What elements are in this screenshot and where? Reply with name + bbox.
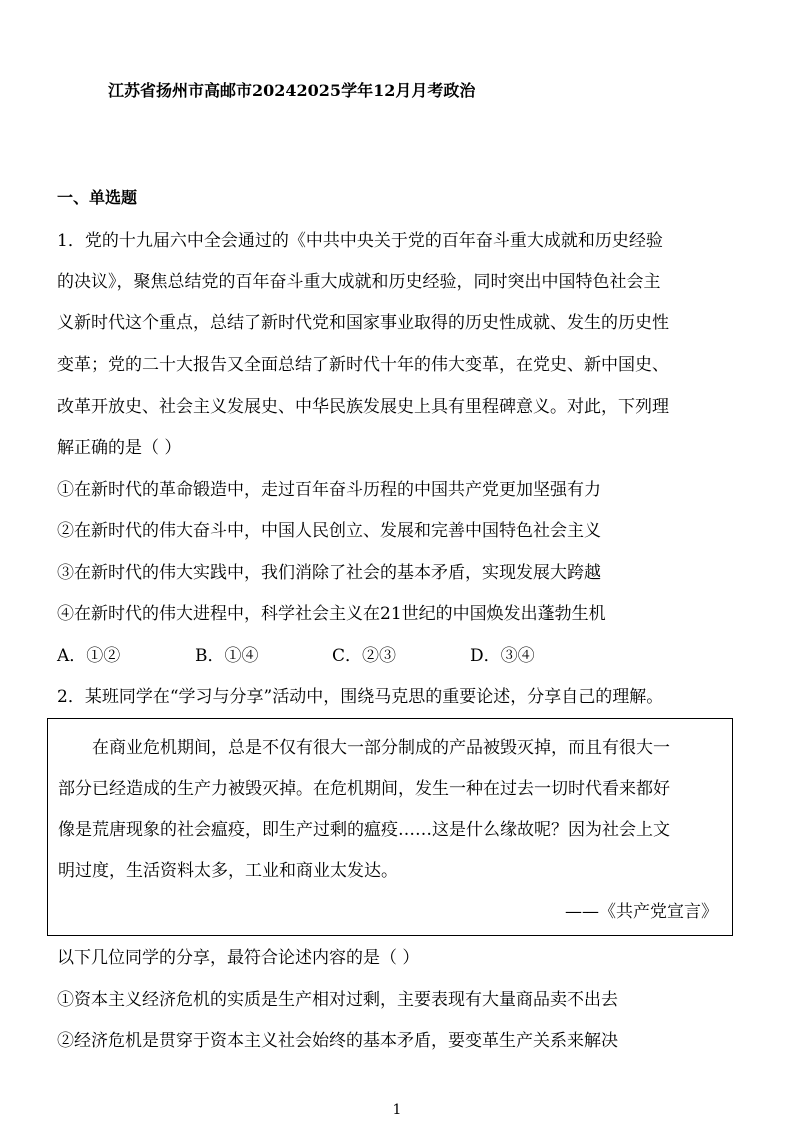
q1-line: 解正确的是（ ） [57,438,182,458]
quote-line: 部分已经造成的生产力被毁灭掉。在危机期间，发生一种在过去一切时代看来都好 [58,779,670,799]
q1-statement: ④在新时代的伟大进程中，科学社会主义在21世纪的中国焕发出蓬勃生机 [57,604,606,624]
quote-source: ——《共产党宣言》 [565,902,718,922]
option-b: B．①④ [195,646,259,666]
q1-statement: ③在新时代的伟大实践中，我们消除了社会的基本矛盾，实现发展大跨越 [57,563,601,583]
q1-line: 义新时代这个重点，总结了新时代党和国家事业取得的历史性成就、发生的历史性 [57,313,669,333]
quote-line: 明过度，生活资料太多，工业和商业太发达。 [58,861,398,881]
page-number: 1 [392,1102,402,1118]
q1-line: 变革；党的二十大报告又全面总结了新时代十年的伟大变革，在党史、新中国史、 [57,355,669,375]
section-title: 一、单选题 [57,188,138,207]
q1-line: 改革开放史、社会主义发展史、中华民族发展史上具有里程碑意义。对此，下列理 [57,397,669,417]
quote-box [47,718,733,936]
option-d: D．③④ [470,646,535,666]
quote-line: 在商业危机期间，总是不仅有很大一部分制成的产品被毁灭掉，而且有很大一 [92,738,670,758]
q2-stem: 2．某班同学在“学习与分享”活动中，围绕马克思的重要论述，分享自己的理解。 [57,687,664,707]
quote-line: 像是荒唐现象的社会瘟疫，即生产过剩的瘟疫……这是什么缘故呢？因为社会上文 [58,820,670,840]
document-title: 江苏省扬州市高邮市20242025学年12月月考政治 [108,81,476,100]
option-a: A．①② [57,646,121,666]
q1-statement: ②在新时代的伟大奋斗中，中国人民创立、发展和完善中国特色社会主义 [57,521,601,541]
q1-line: 的决议》，聚焦总结党的百年奋斗重大成就和历史经验，同时突出中国特色社会主 [57,272,661,292]
q2-prompt: 以下几位同学的分享，最符合论述内容的是（ ） [57,948,420,968]
q2-statement: ①资本主义经济危机的实质是生产相对过剩，主要表现有大量商品卖不出去 [57,990,618,1010]
q1-line: 1．党的十九届六中全会通过的《中共中央关于党的百年奋斗重大成就和历史经验 [57,231,663,251]
option-c: C．②③ [332,646,397,666]
q1-statement: ①在新时代的革命锻造中，走过百年奋斗历程的中国共产党更加坚强有力 [57,480,601,500]
q2-statement: ②经济危机是贯穿于资本主义社会始终的基本矛盾，要变革生产关系来解决 [57,1031,618,1051]
